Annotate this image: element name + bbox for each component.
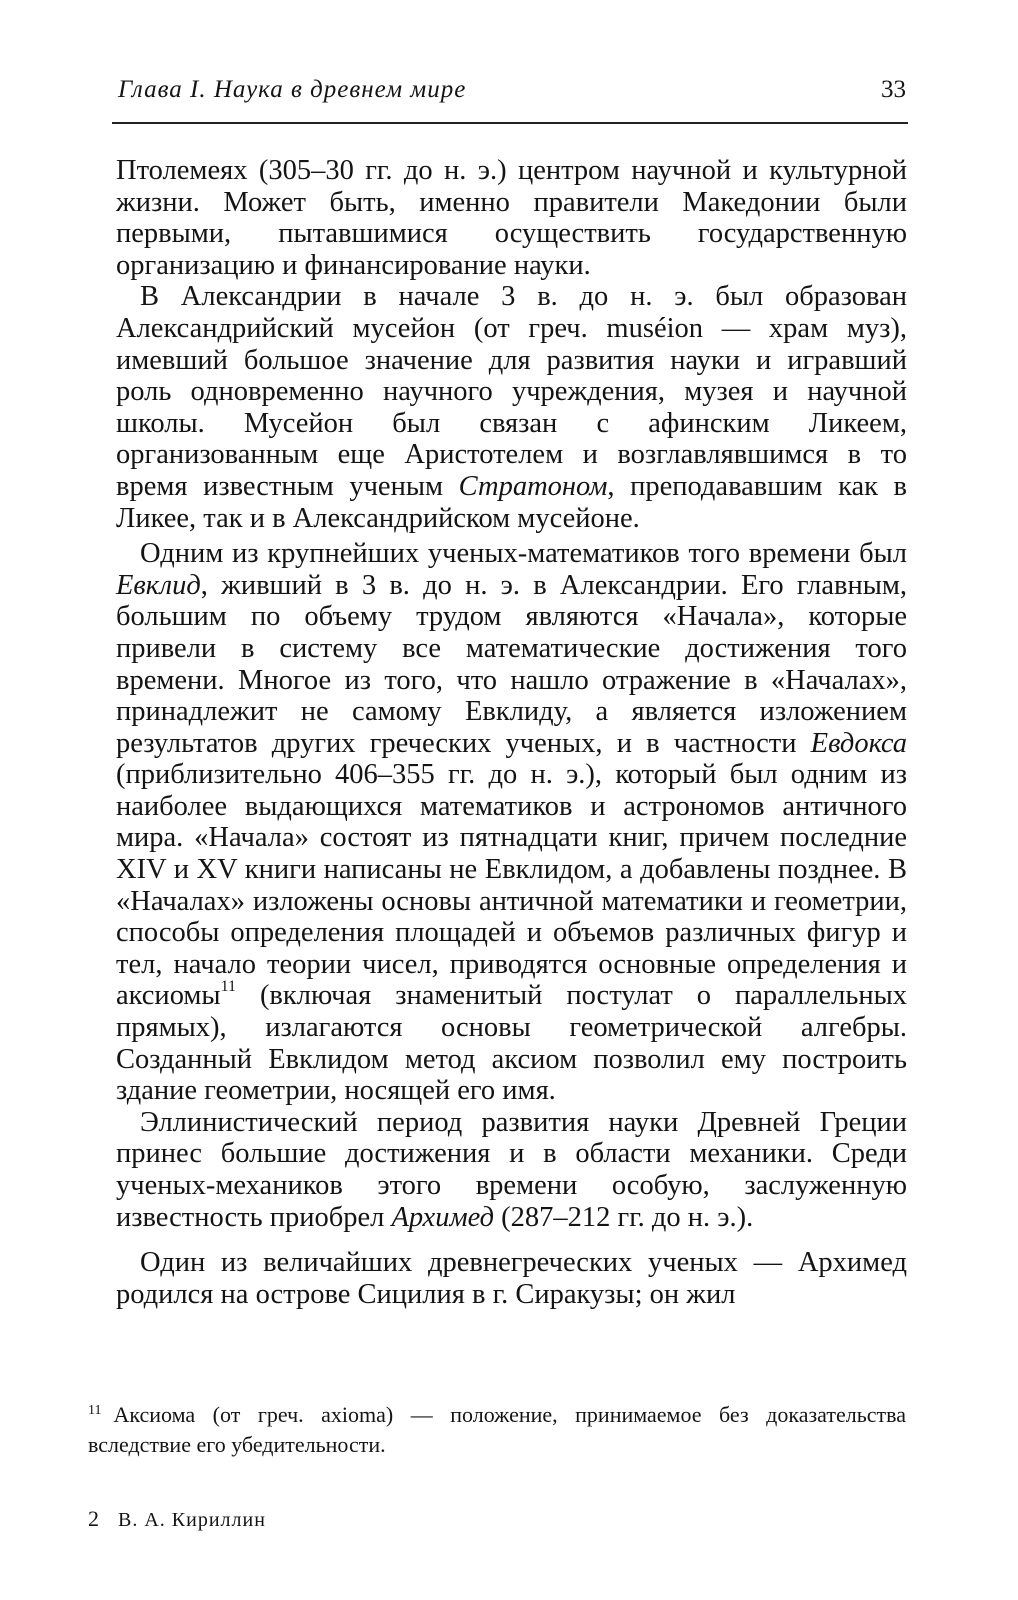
paragraph-3-text-b: , живший в 3 в. до н. э. в Александрии. Его главным, большим по объему трудом являются «Начала», которые привели в систему все математические достижения того времени. Многое из того, что нашло отражение в «Началах», принадлежит не самому Евклиду, а является изложением результатов других греческих ученых, и в частности [116, 569, 907, 759]
header-rule [112, 122, 908, 124]
body-text [116, 155, 907, 1310]
name-euclid: Евклид [116, 569, 201, 601]
paragraph-4-text-b: (287–212 гг. до н. э.). [494, 1201, 754, 1233]
name-archimedes: Архимед [391, 1201, 495, 1233]
paragraph-3 [116, 538, 907, 1107]
paragraph-3-text-c: (приблизительно 406–355 гг. до н. э.), который был одним из наиболее выдающихся математиков и астрономов античного мира. «Начала» состоят из пятнадцати книг, причем последние XIV и XV книги написаны не Евклидом, а добавлены позднее. В «Началах» изложены основы античной математики и геометрии, способы определения площадей и объемов различных фигур и тел, начало теории чисел, приводятся основные определения и аксиомы [116, 759, 907, 1012]
paragraph-1: Птолемеях (305–30 гг. до н. э.) центром научной и культурной жизни. Может быть, именно правители Македонии были первыми, пытавшимися осуществить государственную организацию и финансирование науки. [116, 155, 907, 281]
printer-signature [88, 1506, 266, 1532]
name-straton: Стратоном [458, 470, 608, 502]
name-eudoxus: Евдокса [810, 727, 907, 759]
paragraph-5: Один из величайших древнегреческих ученых — Архимед родился на острове Сицилия в г. Сиракузы; он жил [116, 1247, 907, 1310]
paragraph-4 [116, 1107, 907, 1233]
page-header [118, 76, 906, 120]
signature-text: В. А. Кириллин [118, 1509, 266, 1531]
footnote [88, 1402, 906, 1458]
paragraph-4-text-a: Эллинистический период развития науки Древней Греции принес большие достижения и в области механики. Среди ученых-механиков этого времени особую, заслуженную известность приобрел [116, 1106, 907, 1233]
paragraph-2-text-b: , преподававшим как в Ликее, так и в Александрийском мусейоне. [116, 470, 907, 534]
footnote-reference: 11 [220, 977, 236, 995]
running-title: Глава I. Наука в древнем мире [118, 76, 467, 103]
page-number: 33 [881, 76, 906, 103]
paragraph-2-text-a: В Александрии в начале 3 в. до н. э. был образован Александрийский мусейон (от греч. muséion — храм муз), имевший большое значение для развития науки и игравший роль одновременно научного учреждения, музея и научной школы. Мусейон был связан с афинским Ликеем, организованным еще Аристотелем и возглавлявшимся в то время известным ученым [116, 281, 907, 502]
paragraph-3-text-d: (включая знаменитый постулат о параллельных прямых), излагаются основы геометрической алгебры. Созданный Евклидом метод аксиом позволил ему построить здание геометрии, носящей его имя. [116, 980, 907, 1107]
paragraph-2 [116, 281, 907, 534]
signature-number: 2 [88, 1506, 100, 1531]
paragraph-3-text-a: Одним из крупнейших ученых-математиков того времени был [140, 538, 907, 570]
footnote-mark: 11 [88, 1403, 102, 1418]
footnote-text: Аксиома (от греч. axioma) — положение, принимаемое без доказательства вследствие его убедительности. [88, 1402, 906, 1457]
